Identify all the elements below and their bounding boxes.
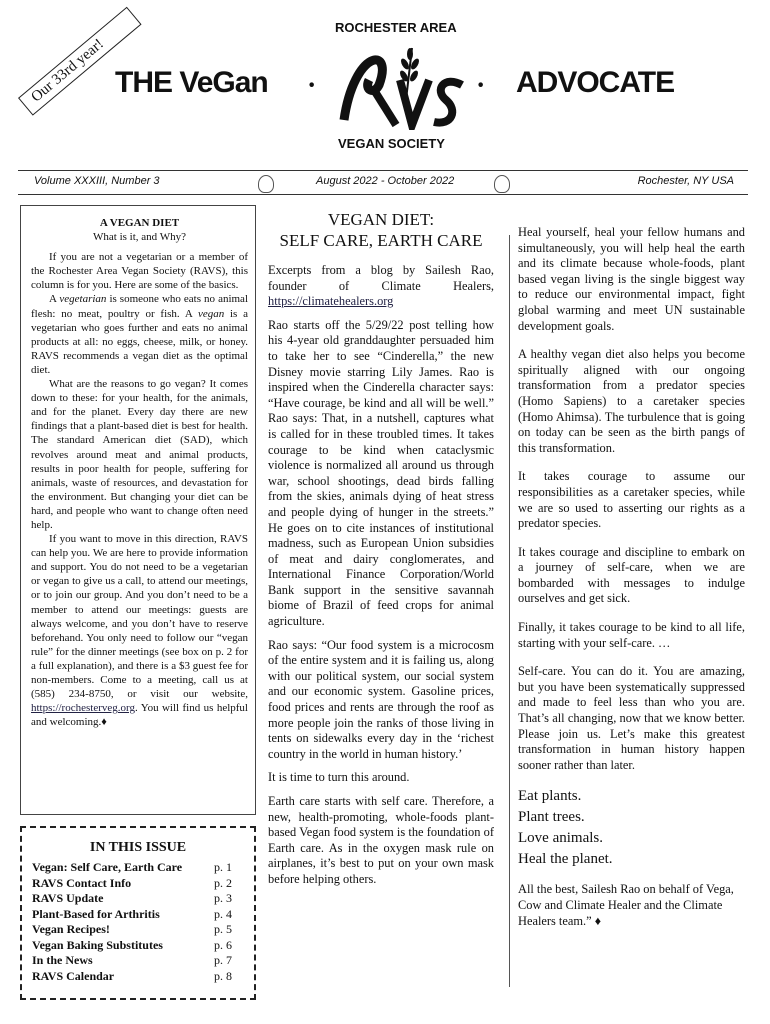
box-title: A VEGAN DIET — [99, 217, 180, 229]
article-paragraph: Earth care starts with self care. Therefore, a new, health-promoting, whole-foods plant-based Vegan food system is the foundation of Earth care. As in the oxygen mask rule on airplanes, it’s best to put on your own mask before helping others. — [268, 794, 494, 886]
location: Rochester, NY USA — [637, 175, 734, 187]
issue-item: Vegan Recipes! p. 5 — [32, 922, 232, 936]
signoff: All the best, Sailesh Rao on behalf of Vega, Cow and Climate Healer and the Climate Healers team.” ♦ — [518, 882, 734, 928]
logo-arc-top: ROCHESTER AREA — [335, 20, 457, 35]
article-paragraph: Rao says: “Our food system is a microcosm of the entire system and it is failing us, along with our political system, our social system and our economic system. Gasoline prices, food prices and rents are through the roof as more people join the ranks of those living in tents on sidewalks every day in the ‘richest country in the world in human history.’ — [268, 637, 494, 761]
article-paragraph: Self-care. You can do it. You are amazing, but you have been systematically suppressed and made to feel less than who you are. That’s all changing, now that we know better. Please join us. Let’s make this greatest transformation in human history happen sooner rather than later. — [518, 664, 745, 772]
article-column-2 — [518, 225, 745, 942]
heart-icon — [494, 175, 510, 193]
issue-item: RAVS Contact Info p. 2 — [32, 875, 232, 890]
volume-bar — [18, 173, 748, 191]
article-intro: Excerpts from a blog by Sailesh Rao, founder of Climate Healers, https://climatehealers.org — [268, 263, 494, 309]
masthead-right: ADVOCATE — [516, 66, 675, 99]
issue-title: IN THIS ISSUE — [89, 840, 187, 855]
issue-date: August 2022 - October 2022 — [316, 175, 455, 187]
box-paragraph: If you are not a vegetarian or a member of the Rochester Area Vegan Society (RAVS), this column is for you. Here are some of the basics. — [31, 251, 248, 292]
article-paragraph: It takes courage to assume our responsibilities as a caretaker species, while we are so used to asserting our rights as a predator species. — [518, 469, 745, 531]
article-paragraph: It takes courage and discipline to embark on a journey of self-care, when we are bombarded with messages to indulge ourselves and get sick. — [518, 544, 745, 606]
column-divider — [509, 235, 510, 987]
vegan-diet-box — [20, 205, 256, 815]
volume-number: Volume XXXIII, Number 3 — [34, 175, 160, 187]
ravs-logo — [334, 40, 470, 130]
issue-item: In the News p. 7 — [32, 953, 232, 967]
anniversary-stamp: Our 33rd year! — [18, 7, 142, 116]
box-paragraph: What are the reasons to go vegan? It comes down to these: for your health, for the animals, and for the planet. Every day there are new findings that a plant-based diet is best for health. The standard American diet (SAD), which revolves around meat and animal products, results in poor health for people, suffering for animals, waste of resources, and devastation for the environment. But changing your diet can be hard, and people who want to change often need help. — [31, 378, 248, 531]
top-rule — [18, 170, 748, 171]
article-paragraph: A healthy vegan diet also helps you become spiritually aligned with our ongoing transformation from a predator species (Homo Sapiens) to a caretaker species (Homo Ahimsa). The turbulence that is going on today can be seen as the birth pangs of this transformation. — [518, 347, 745, 455]
article-paragraph: Finally, it takes courage to be kind to all life, starting with your self-care. … — [518, 620, 745, 650]
box-paragraph: A vegetarian is someone who eats no animal flesh: no meat, poultry or fish. A vegan is a vegetarian who goes further and eats no animal products at all: no eggs, cheese, milk, or honey. RAVS recommends a vegan diet as the optimal diet. — [31, 293, 248, 376]
article-paragraph: Rao starts off the 5/29/22 post telling how his 4-year old granddaughter persuaded him to take her to see “Cinderella,” the new Disney movie starring Lily James. Rao is inspired when the Cinderella character says: “Have courage, be kind and all will be well.” Rao says: That, in a nutshell, captures what is called for in these troubled times. It takes courage to be kind when cataclysmic violence is normalized all around us through war, school shootings, dead birds falling from the skies, animals dying of heat stress and people dying of hunger in the streets.” He goes on to cite instances of institutional madness, such as European Union subsidies of meat and dairy conglomerates, and International Finance Corporation/World Bank support in the sensitive savannah biome of Brazil of feed crops for animal agriculture. — [268, 317, 494, 629]
issue-item: RAVS Update p. 3 — [32, 891, 232, 905]
website-link[interactable]: https://rochesterveg.org — [31, 702, 135, 715]
in-this-issue-box — [20, 826, 256, 1000]
masthead-left: THE VeGan — [115, 66, 268, 99]
logo-arc-bottom: VEGAN SOCIETY — [338, 136, 445, 151]
article-column-1 — [268, 209, 494, 896]
heart-icon — [258, 175, 274, 193]
issue-item: Vegan Baking Substitutes p. 6 — [32, 937, 232, 952]
article-title: VEGAN DIET: SELF CARE, EARTH CARE — [279, 210, 483, 250]
issue-item: Plant-Based for Arthritis p. 4 — [32, 906, 232, 921]
article-paragraph: It is time to turn this around. — [268, 770, 410, 785]
box-subtitle: What is it, and Why? — [93, 231, 186, 244]
article-paragraph: Heal yourself, heal your fellow humans and simultaneously, you will help heal the earth and its climate because whole-foods, plant based vegan living is the single biggest way to reduce our environmental impact, fight global warming and meet UN sustainable development goals. — [518, 225, 745, 333]
box-paragraph: If you want to move in this direction, RAVS can help you. We are here to provide information and support. You do not need to be a vegetarian or vegan to give us a call, to attend our meetings, or to join our group. And you don’t need to be a member to attend our meetings: guests are always welcome, and you don’t have to reserve beforehand. You only need to follow our “vegan rule” for the dinner meetings (see box on p. 2 for a full explanation), and there is a $3 guest fee for non-members. Come to a meeting, call us at (585) 234-8750, or visit our website, https://rochesterveg.org. You will find us helpful and welcoming.♦ — [31, 533, 248, 729]
bottom-rule — [18, 194, 748, 195]
issue-item: Vegan: Self Care, Earth Care p. 1 — [32, 860, 232, 874]
masthead-separator-left: · — [307, 70, 317, 101]
masthead-separator-right: · — [476, 70, 486, 101]
issue-item: RAVS Calendar p. 8 — [32, 968, 232, 983]
slogans: Eat plants. Plant trees. Love animals. Heal the planet. — [518, 788, 613, 868]
climatehealers-link[interactable]: https://climatehealers.org — [268, 294, 394, 309]
